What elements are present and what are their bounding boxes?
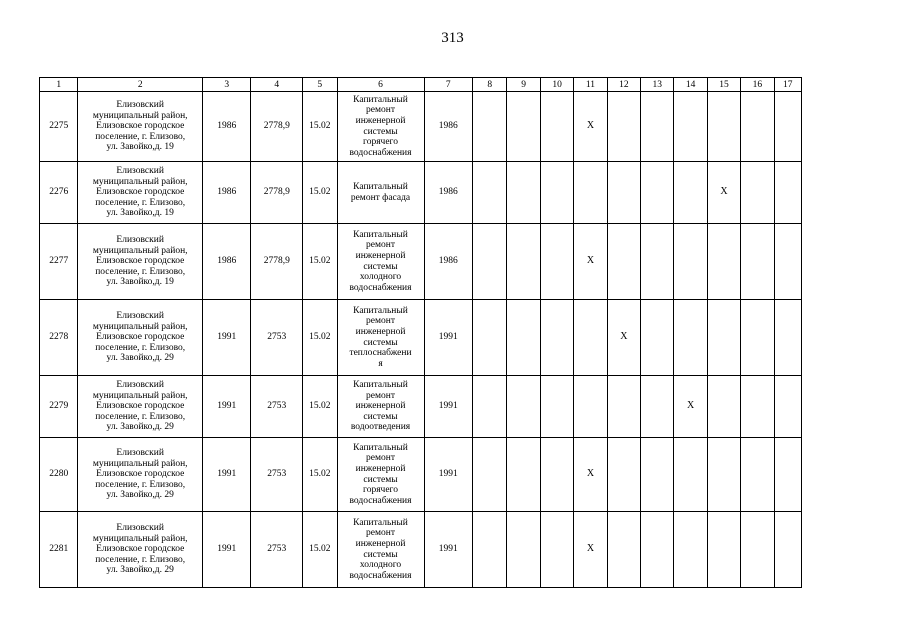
mark-cell	[641, 376, 674, 438]
mark-cell	[473, 376, 507, 438]
year-cell: 1991	[424, 300, 473, 376]
mark-cell: Х	[674, 376, 707, 438]
mark-cell	[473, 438, 507, 512]
mark-cell	[674, 162, 707, 224]
row-number-cell: 2280	[40, 438, 78, 512]
page-number: 313	[441, 30, 464, 46]
address-cell-text: Елизовский муниципальный район, Елизовское городское поселение, г. Елизово, ул. Завойко,д. 29	[92, 311, 188, 364]
mark-cell	[641, 512, 674, 588]
code-cell: 15.02	[303, 438, 337, 512]
column-header: 5	[303, 78, 337, 92]
mark-cell	[507, 512, 540, 588]
mark-cell	[574, 162, 607, 224]
year-cell: 1991	[424, 438, 473, 512]
year-built-cell: 1986	[202, 224, 251, 300]
work-type-cell-text: Капитальный ремонт инженерной системы горячего водоснабжения	[349, 94, 412, 158]
mark-cell	[641, 300, 674, 376]
area-cell: 2778,9	[251, 92, 303, 162]
mark-cell	[741, 512, 774, 588]
mark-cell	[607, 224, 640, 300]
work-type-cell	[337, 224, 424, 300]
address-cell-text: Елизовский муниципальный район, Елизовское городское поселение, г. Елизово, ул. Завойко,д. 29	[92, 448, 188, 501]
column-header: 13	[641, 78, 674, 92]
year-built-cell: 1991	[202, 438, 251, 512]
table-row	[40, 92, 802, 162]
work-type-cell-text: Капитальный ремонт инженерной системы водоотведения	[350, 380, 411, 433]
address-cell	[78, 224, 202, 300]
year-cell: 1991	[424, 512, 473, 588]
column-header: 12	[607, 78, 640, 92]
address-cell-text: Елизовский муниципальный район, Елизовское городское поселение, г. Елизово, ул. Завойко,д. 19	[92, 235, 188, 288]
mark-cell	[707, 376, 740, 438]
address-cell	[78, 438, 202, 512]
mark-cell	[607, 438, 640, 512]
column-header: 11	[574, 78, 607, 92]
mark-cell	[674, 92, 707, 162]
mark-cell	[774, 438, 801, 512]
address-cell-text: Елизовский муниципальный район, Елизовское городское поселение, г. Елизово, ул. Завойко,д. 29	[92, 523, 188, 576]
mark-cell: Х	[707, 162, 740, 224]
mark-cell	[540, 512, 573, 588]
mark-cell	[641, 224, 674, 300]
area-cell: 2753	[251, 300, 303, 376]
column-header: 14	[674, 78, 707, 92]
year-built-cell: 1991	[202, 376, 251, 438]
mark-cell	[707, 300, 740, 376]
mark-cell	[507, 92, 540, 162]
row-number-cell: 2278	[40, 300, 78, 376]
code-cell: 15.02	[303, 92, 337, 162]
work-type-cell-text: Капитальный ремонт инженерной системы теплоснабжени я	[349, 305, 412, 369]
row-number-cell: 2276	[40, 162, 78, 224]
mark-cell	[574, 376, 607, 438]
mark-cell	[540, 438, 573, 512]
work-type-cell	[337, 512, 424, 588]
year-cell: 1991	[424, 376, 473, 438]
mark-cell	[507, 376, 540, 438]
mark-cell: Х	[574, 92, 607, 162]
mark-cell	[674, 300, 707, 376]
mark-cell	[674, 224, 707, 300]
work-type-cell	[337, 300, 424, 376]
year-built-cell: 1986	[202, 92, 251, 162]
work-type-cell	[337, 92, 424, 162]
table-row	[40, 300, 802, 376]
area-cell: 2753	[251, 438, 303, 512]
table-row	[40, 376, 802, 438]
mark-cell	[607, 162, 640, 224]
mark-cell	[507, 224, 540, 300]
mark-cell	[674, 512, 707, 588]
mark-cell: Х	[574, 224, 607, 300]
address-cell-text: Елизовский муниципальный район, Елизовское городское поселение, г. Елизово, ул. Завойко,д. 19	[92, 100, 188, 153]
area-cell: 2753	[251, 512, 303, 588]
mark-cell	[607, 512, 640, 588]
mark-cell	[707, 92, 740, 162]
mark-cell	[674, 438, 707, 512]
year-cell: 1986	[424, 162, 473, 224]
year-built-cell: 1991	[202, 300, 251, 376]
mark-cell	[641, 92, 674, 162]
code-cell: 15.02	[303, 376, 337, 438]
column-header: 15	[707, 78, 740, 92]
column-header: 1	[40, 78, 78, 92]
row-number-cell: 2275	[40, 92, 78, 162]
address-cell-text: Елизовский муниципальный район, Елизовское городское поселение, г. Елизово, ул. Завойко,д. 29	[92, 380, 188, 433]
mark-cell	[741, 300, 774, 376]
mark-cell	[540, 92, 573, 162]
year-cell: 1986	[424, 92, 473, 162]
mark-cell	[774, 92, 801, 162]
address-cell	[78, 92, 202, 162]
mark-cell	[540, 376, 573, 438]
mark-cell	[774, 376, 801, 438]
mark-cell	[540, 224, 573, 300]
work-type-cell-text: Капитальный ремонт инженерной системы горячего водоснабжения	[349, 442, 412, 506]
column-header: 17	[774, 78, 801, 92]
mark-cell	[641, 438, 674, 512]
capital-repair-table	[39, 77, 802, 588]
column-header: 16	[741, 78, 774, 92]
code-cell: 15.02	[303, 512, 337, 588]
table-row	[40, 438, 802, 512]
mark-cell	[473, 300, 507, 376]
year-cell: 1986	[424, 224, 473, 300]
header-row	[40, 78, 802, 92]
work-type-cell-text: Капитальный ремонт инженерной системы холодного водоснабжения	[349, 229, 412, 293]
mark-cell: Х	[574, 438, 607, 512]
table-row	[40, 162, 802, 224]
code-cell: 15.02	[303, 162, 337, 224]
column-header: 9	[507, 78, 540, 92]
mark-cell	[540, 300, 573, 376]
mark-cell	[741, 162, 774, 224]
mark-cell	[574, 300, 607, 376]
code-cell: 15.02	[303, 300, 337, 376]
mark-cell	[741, 224, 774, 300]
mark-cell	[473, 92, 507, 162]
area-cell: 2753	[251, 376, 303, 438]
mark-cell	[507, 162, 540, 224]
address-cell	[78, 162, 202, 224]
column-header: 8	[473, 78, 507, 92]
mark-cell	[641, 162, 674, 224]
mark-cell	[774, 162, 801, 224]
address-cell	[78, 376, 202, 438]
mark-cell	[707, 512, 740, 588]
mark-cell	[473, 224, 507, 300]
column-header: 4	[251, 78, 303, 92]
area-cell: 2778,9	[251, 162, 303, 224]
mark-cell	[774, 300, 801, 376]
column-header: 7	[424, 78, 473, 92]
mark-cell	[607, 376, 640, 438]
table-row	[40, 224, 802, 300]
row-number-cell: 2277	[40, 224, 78, 300]
address-cell	[78, 300, 202, 376]
row-number-cell: 2281	[40, 512, 78, 588]
mark-cell	[507, 300, 540, 376]
column-header: 3	[202, 78, 251, 92]
mark-cell	[741, 376, 774, 438]
mark-cell	[707, 224, 740, 300]
mark-cell: Х	[574, 512, 607, 588]
mark-cell	[507, 438, 540, 512]
table-body	[40, 92, 802, 588]
mark-cell	[741, 92, 774, 162]
work-type-cell-text: Капитальный ремонт инженерной системы холодного водоснабжения	[349, 517, 412, 581]
code-cell: 15.02	[303, 224, 337, 300]
work-type-cell	[337, 162, 424, 224]
area-cell: 2778,9	[251, 224, 303, 300]
year-built-cell: 1991	[202, 512, 251, 588]
work-type-cell-text: Капитальный ремонт фасада	[350, 181, 411, 203]
mark-cell	[473, 512, 507, 588]
mark-cell: Х	[607, 300, 640, 376]
mark-cell	[473, 162, 507, 224]
column-header: 2	[78, 78, 202, 92]
column-header: 6	[337, 78, 424, 92]
row-number-cell: 2279	[40, 376, 78, 438]
mark-cell	[707, 438, 740, 512]
mark-cell	[774, 512, 801, 588]
table-row	[40, 512, 802, 588]
address-cell-text: Елизовский муниципальный район, Елизовское городское поселение, г. Елизово, ул. Завойко,д. 19	[92, 166, 188, 219]
work-type-cell	[337, 438, 424, 512]
mark-cell	[741, 438, 774, 512]
column-header: 10	[540, 78, 573, 92]
mark-cell	[774, 224, 801, 300]
year-built-cell: 1986	[202, 162, 251, 224]
mark-cell	[540, 162, 573, 224]
work-type-cell	[337, 376, 424, 438]
address-cell	[78, 512, 202, 588]
mark-cell	[607, 92, 640, 162]
